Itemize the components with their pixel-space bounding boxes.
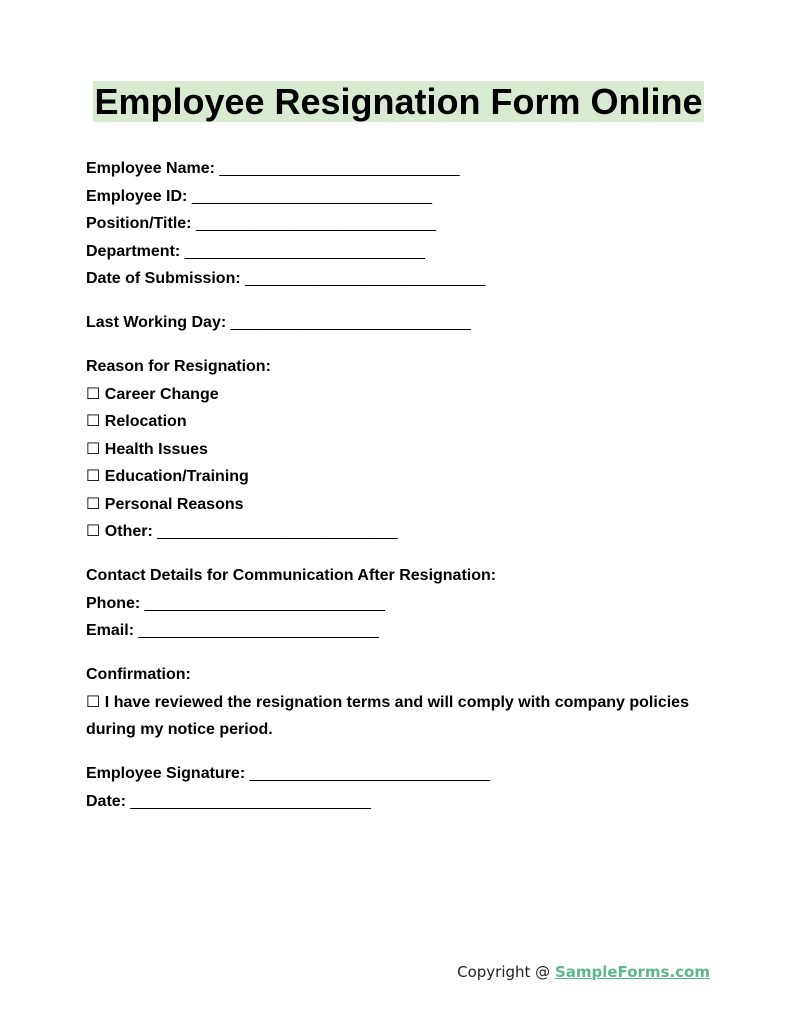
reason-option-relocation[interactable] (86, 408, 716, 436)
option-label: Education/Training (104, 468, 249, 485)
employee-name-row (86, 155, 716, 183)
reason-option-health-issues[interactable] (86, 436, 716, 464)
checkbox-icon[interactable]: ☐ (86, 440, 101, 458)
email-row (86, 617, 716, 645)
checkbox-icon[interactable]: ☐ (86, 523, 101, 540)
reason-option-personal[interactable] (86, 491, 716, 519)
email-label: Email: (86, 622, 135, 639)
copyright-text: Copyright @ (457, 963, 551, 981)
reason-option-career-change[interactable] (86, 381, 716, 409)
phone-field[interactable]: ___________________________ (144, 594, 385, 612)
position-label: Position/Title: (86, 215, 192, 232)
footer (457, 962, 710, 982)
date-submission-label: Date of Submission: (86, 270, 241, 287)
signature-field[interactable]: ___________________________ (249, 765, 490, 782)
position-row (86, 210, 716, 238)
signature-date-row (86, 788, 716, 816)
confirmation-statement-row[interactable] (86, 689, 716, 744)
option-label: Personal Reasons (104, 495, 244, 513)
last-working-day-field[interactable]: ___________________________ (230, 314, 471, 331)
checkbox-icon[interactable]: ☐ (86, 385, 101, 403)
last-working-day-label: Last Working Day: (86, 314, 227, 331)
option-label: Health Issues (104, 440, 208, 458)
signature-date-label: Date: (86, 792, 127, 810)
form-body (86, 155, 716, 815)
confirmation-heading: Confirmation: (86, 666, 191, 683)
position-field[interactable]: ___________________________ (195, 215, 437, 232)
signature-label: Employee Signature: (86, 765, 246, 782)
date-submission-field[interactable]: ___________________________ (245, 270, 486, 287)
reason-option-education[interactable] (86, 463, 716, 491)
reason-option-other[interactable] (86, 518, 716, 546)
employee-name-field[interactable]: ___________________________ (219, 160, 460, 177)
employee-id-field[interactable]: ___________________________ (191, 187, 433, 205)
page-title: Employee Resignation Form Online (94, 81, 703, 122)
checkbox-icon[interactable]: ☐ (86, 693, 101, 711)
phone-row (86, 590, 716, 618)
employee-name-label: Employee Name: (86, 160, 215, 177)
checkbox-icon[interactable]: ☐ (86, 495, 101, 513)
employee-id-label: Employee ID: (86, 187, 188, 205)
date-submission-row (86, 265, 716, 293)
department-label: Department: (86, 242, 181, 260)
phone-label: Phone: (86, 594, 141, 612)
last-working-day-row (86, 309, 716, 337)
department-field[interactable]: ___________________________ (184, 242, 425, 260)
reason-heading: Reason for Resignation: (86, 358, 271, 375)
option-label: Relocation (104, 413, 187, 430)
option-label: Career Change (104, 385, 219, 403)
department-row (86, 238, 716, 266)
checkbox-icon[interactable]: ☐ (86, 468, 101, 485)
checkbox-icon[interactable]: ☐ (86, 413, 101, 430)
confirmation-statement: I have reviewed the resignation terms and will comply with company policies during my notice period. (86, 693, 689, 738)
email-field[interactable]: ___________________________ (138, 622, 379, 639)
employee-id-row (86, 183, 716, 211)
title-container (0, 81, 797, 122)
option-label: Other: (104, 523, 153, 540)
contact-heading: Contact Details for Communication After Resignation: (86, 567, 497, 584)
other-reason-field[interactable]: ___________________________ (157, 523, 398, 540)
signature-date-field[interactable]: ___________________________ (130, 792, 371, 810)
brand-link[interactable]: SampleForms.com (554, 963, 710, 981)
signature-row (86, 760, 716, 788)
